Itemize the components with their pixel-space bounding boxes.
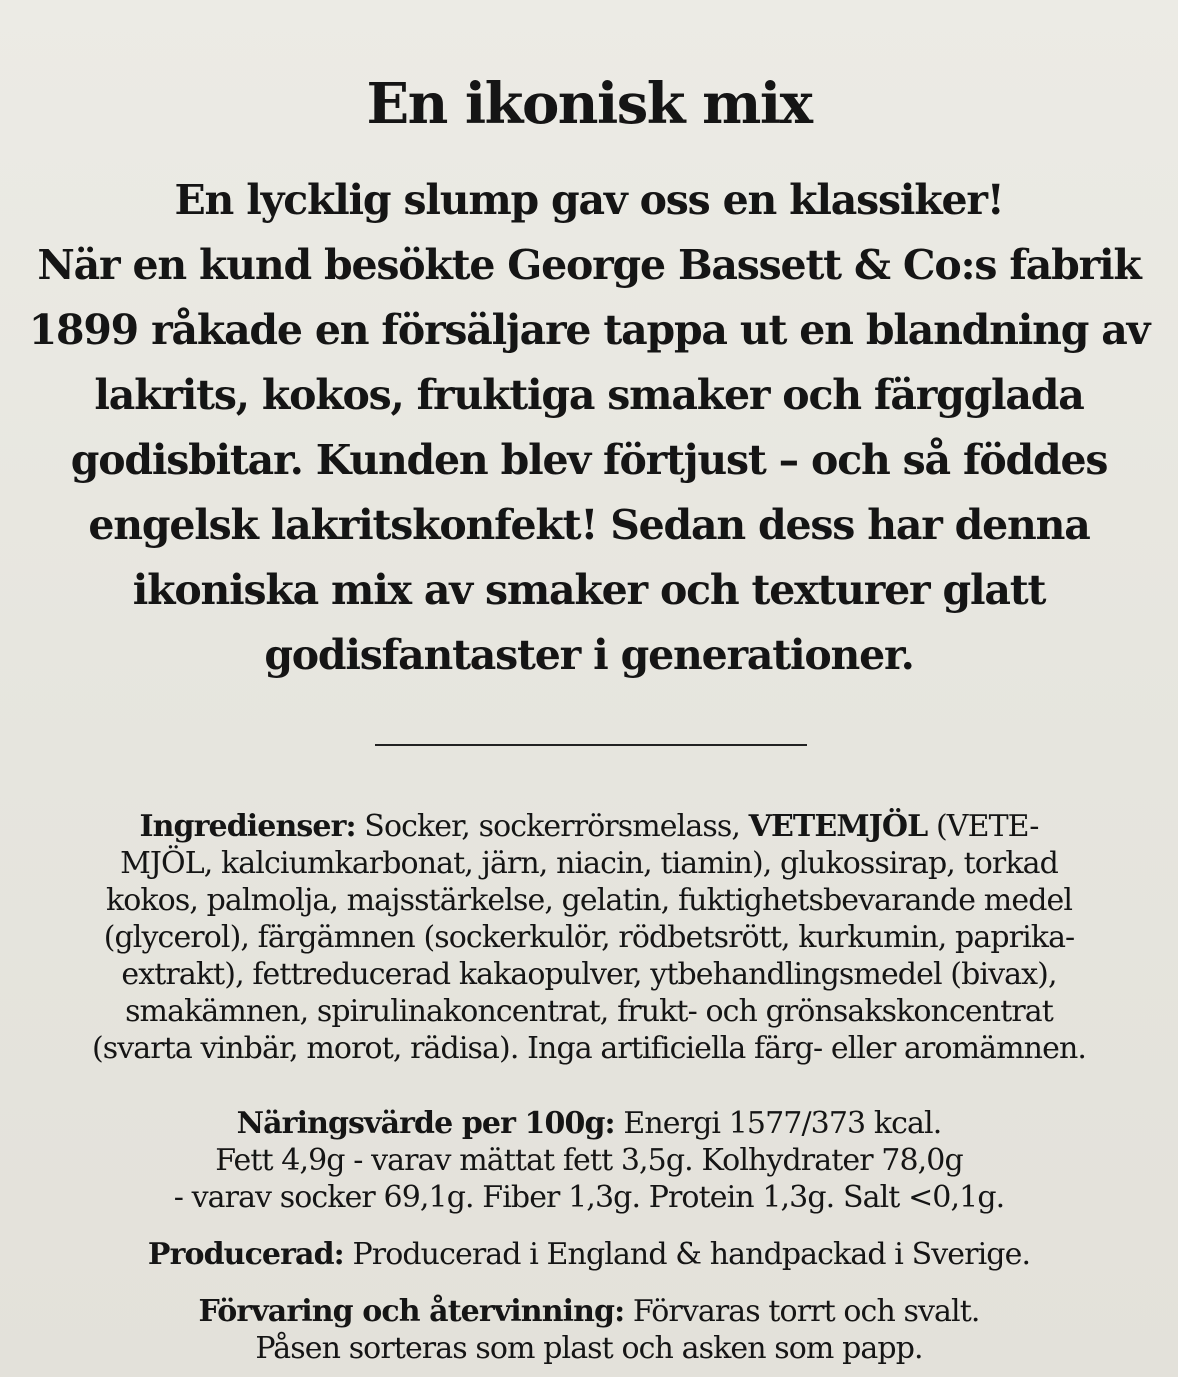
produced-line bbox=[0, 1236, 1178, 1273]
ingredients-line: smakämnen, spirulinakoncentrat, frukt- och grönsakskoncentrat bbox=[125, 994, 1053, 1029]
ingredients-text: Socker, sockerrörsmelass, bbox=[355, 809, 749, 844]
nutrition-line: Fett 4,9g - varav mättat fett 3,5g. Kolhydrater 78,0g bbox=[215, 1143, 963, 1178]
ingredients-line: (glycerol), färgämnen (sockerkulör, rödbetsrött, kurkumin, paprika- bbox=[103, 920, 1075, 955]
nutrition-block bbox=[0, 1105, 1178, 1216]
ingredients-line: kokos, palmolja, majsstärkelse, gelatin, fuktighetsbevarande medel bbox=[105, 883, 1073, 918]
storage-text: Förvaras torrt och svalt. bbox=[624, 1294, 980, 1329]
storage-line bbox=[0, 1293, 1178, 1330]
page-title: En ikonisk mix bbox=[366, 71, 812, 137]
storage-block bbox=[0, 1293, 1178, 1367]
storage-label: Förvaring och återvinning: bbox=[198, 1294, 625, 1329]
storage-line: Påsen sorteras som plast och asken som papp. bbox=[255, 1331, 923, 1366]
section-divider bbox=[375, 744, 807, 746]
produced-block bbox=[0, 1236, 1178, 1273]
ingredients-line: (svarta vinbär, morot, rädisa). Inga artificiella färg- eller aromämnen. bbox=[91, 1031, 1087, 1066]
allergen-highlight: VETEMJÖL bbox=[748, 809, 928, 844]
story-line: När en kund besökte George Bassett & Co:s fabrik bbox=[37, 241, 1141, 289]
ingredients-block bbox=[0, 808, 1178, 1067]
nutrition-line bbox=[0, 1105, 1178, 1142]
nutrition-line: - varav socker 69,1g. Fiber 1,3g. Protein 1,3g. Salt <0,1g. bbox=[173, 1180, 1005, 1215]
ingredients-label: Ingredienser: bbox=[139, 809, 356, 844]
story-line: godisbitar. Kunden blev förtjust – och så föddes bbox=[70, 436, 1108, 484]
nutrition-text: Energi 1577/373 kcal. bbox=[614, 1106, 942, 1141]
ingredients-text: (VETE- bbox=[927, 809, 1039, 844]
story-line: 1899 råkade en försäljare tappa ut en blandning av bbox=[28, 306, 1150, 354]
story-line: lakrits, kokos, fruktiga smaker och färgglada bbox=[94, 371, 1084, 419]
ingredients-line: extrakt), fettreducerad kakaopulver, ytbehandlingsmedel (bivax), bbox=[121, 957, 1057, 992]
story-line: ikoniska mix av smaker och texturer glatt bbox=[132, 566, 1046, 614]
story-paragraph bbox=[0, 168, 1178, 688]
story-line: godisfantaster i generationer. bbox=[264, 631, 914, 679]
story-line: En lycklig slump gav oss en klassiker! bbox=[174, 176, 1004, 224]
produced-label: Producerad: bbox=[147, 1237, 344, 1272]
ingredients-line: MJÖL, kalciumkarbonat, järn, niacin, tiamin), glukossirap, torkad bbox=[120, 846, 1058, 881]
ingredients-line bbox=[0, 808, 1178, 845]
story-line: engelsk lakritskonfekt! Sedan dess har denna bbox=[88, 501, 1090, 549]
nutrition-label: Näringsvärde per 100g: bbox=[236, 1106, 615, 1141]
produced-text: Producerad i England & handpackad i Sverige. bbox=[343, 1237, 1031, 1272]
